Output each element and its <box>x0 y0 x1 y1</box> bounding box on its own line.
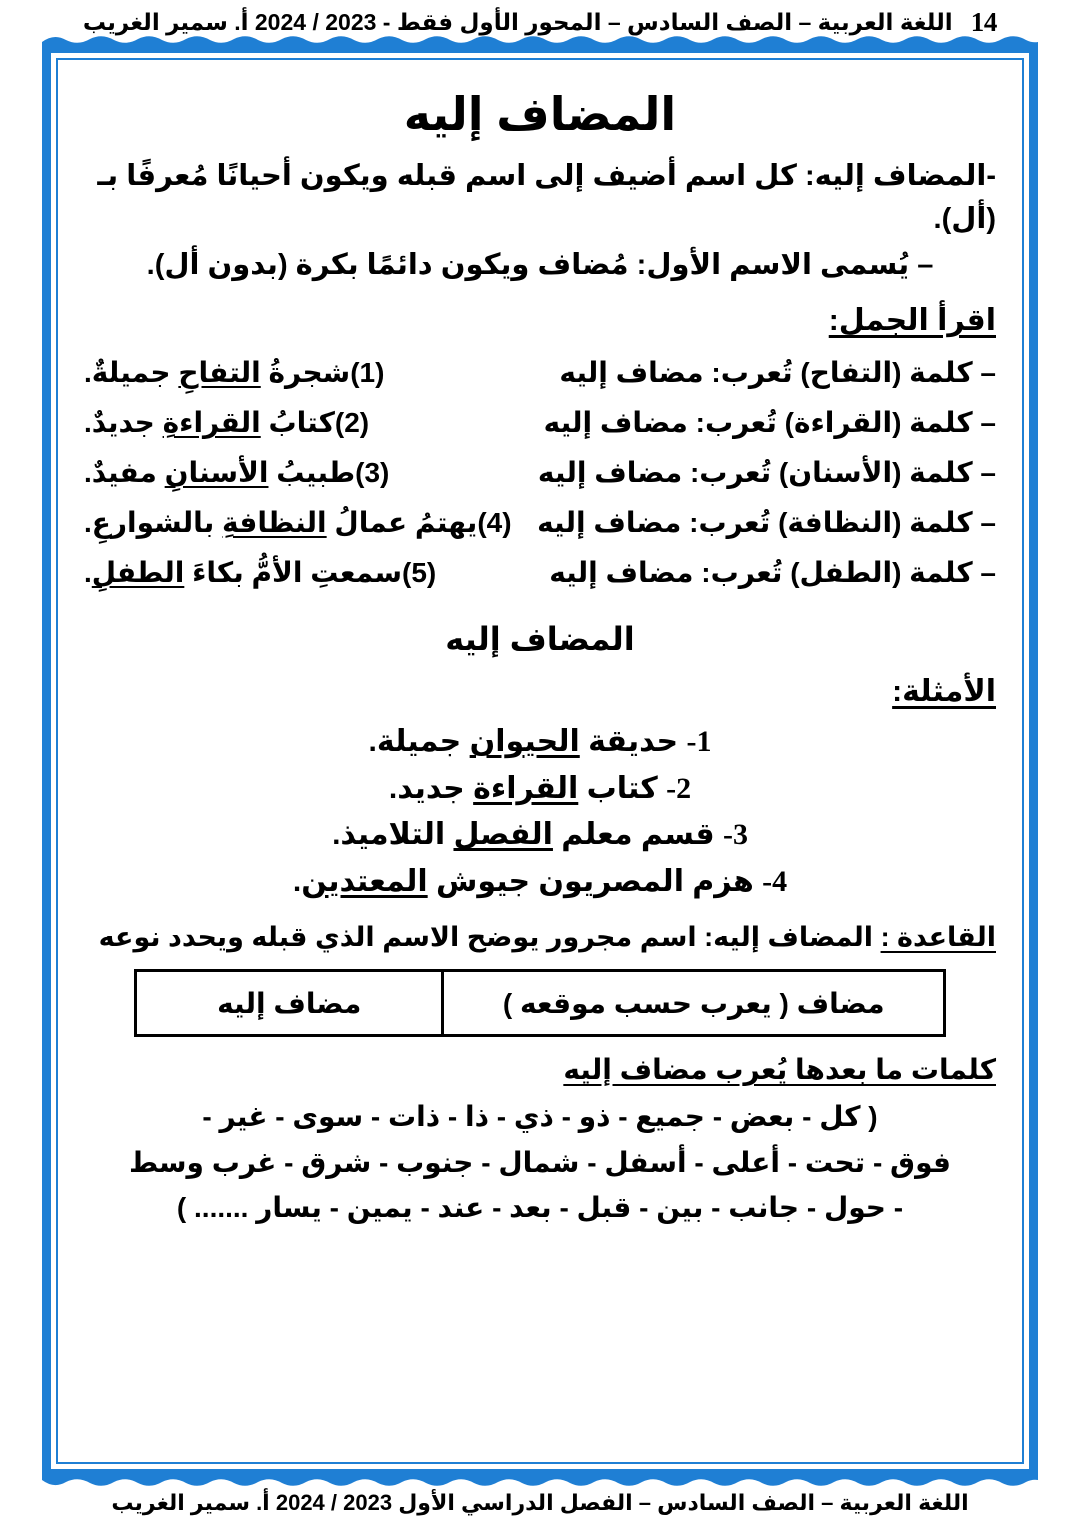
sentence-underlined-word: الطفلِ <box>91 557 185 589</box>
page-title: المضاف إليه <box>403 88 677 140</box>
example-number: 3- <box>722 818 748 852</box>
read-sentences-heading-label: اقرأ الجمل: <box>828 304 996 338</box>
sentence-row <box>84 398 996 448</box>
sentence-parse: – كلمة (الأسنان) تُعرب: مضاف إليه <box>537 457 996 489</box>
sentence-parse: – كلمة (النظافة) تُعرب: مضاف إليه <box>537 507 996 539</box>
wave-border-top-icon <box>42 33 1038 46</box>
sentence-text <box>84 402 369 444</box>
example-after: . <box>292 864 302 898</box>
example-before: هزم المصريون جيوش <box>427 864 763 898</box>
example-number: 4- <box>762 864 788 898</box>
word-list-heading-label: كلمات ما بعدها يُعرب مضاف إليه <box>563 1054 996 1086</box>
table-cell-mudaf: مضاف ( يعرب حسب موقعه ) <box>443 971 945 1036</box>
section-subtitle: المضاف إليه <box>445 621 635 658</box>
sentence-number: (5) <box>402 557 437 589</box>
sentence-text <box>84 352 384 394</box>
table-cell-mudaf-ilayh: مضاف إليه <box>136 971 443 1036</box>
example-after: جديد. <box>388 771 474 805</box>
sentence-row <box>84 548 996 598</box>
word-list-line: فوق - تحت - أعلى - أسفل - شمال - جنوب - شرق - غرب وسط <box>129 1146 951 1178</box>
sentence-number: (3) <box>355 457 390 489</box>
rule-line <box>84 919 996 957</box>
sentence-after: بالشوارعِ. <box>84 507 222 539</box>
examples-heading <box>84 674 996 709</box>
running-footer: اللغة العربية – الصف السادس – الفصل الدراسي الأول 2023 / 2024 أ. سمير الغريب <box>111 1490 969 1515</box>
example-underlined-word: الفصل <box>453 818 553 852</box>
example-before: حديقة <box>579 725 687 759</box>
sentence-number: (4) <box>477 507 512 539</box>
sentence-after: جميلةٌ. <box>84 357 179 389</box>
example-after: التلاميذ. <box>332 818 454 852</box>
example-line <box>84 812 996 859</box>
example-before: قسم معلم <box>552 818 723 852</box>
definition-line-1: -المضاف إليه: كل اسم أضيف إلى اسم قبله ويكون أحيانًا مُعرفًا بـ (أل). <box>97 159 996 236</box>
sentence-after: مفيدٌ. <box>84 457 165 489</box>
sentence-after: . <box>84 557 92 589</box>
page-content <box>58 60 1022 1460</box>
word-list-line: - حول - جانب - بين - قبل - بعد - عند - يمين - يسار ....... ) <box>176 1191 904 1223</box>
sentence-before: يهتمُ عمالُ <box>326 507 478 539</box>
example-line <box>84 766 996 813</box>
sentence-underlined-word: النظافةِ <box>222 507 327 539</box>
sentence-number: (2) <box>334 407 370 439</box>
page-number: 14 <box>970 6 998 37</box>
example-number: 1- <box>686 725 712 759</box>
example-after: جميلة. <box>368 725 470 759</box>
sentence-parse: – كلمة (الطفل) تُعرب: مضاف إليه <box>549 557 996 589</box>
word-list-line: ( كل - بعض - جميع - ذو - ذي - ذا - ذات - سوى - غير - <box>202 1101 878 1133</box>
example-line <box>84 719 996 766</box>
rule-text: المضاف إليه: اسم مجرور يوضح الاسم الذي قبله ويحدد نوعه <box>98 922 881 953</box>
sentences-list <box>84 348 996 598</box>
sentence-underlined-word: التفاحِ <box>178 357 261 389</box>
examples-heading-label: الأمثلة: <box>892 675 996 709</box>
sentence-underlined-word: القراءةِ <box>162 407 261 439</box>
example-underlined-word: المعتدين <box>301 864 428 898</box>
sentence-parse: – كلمة (القراءة) تُعرب: مضاف إليه <box>543 407 996 439</box>
sentence-row <box>84 448 996 498</box>
example-line <box>84 859 996 906</box>
sentence-parse: – كلمة (التفاح) تُعرب: مضاف إليه <box>559 357 996 389</box>
sentence-text <box>84 452 389 494</box>
sentence-text <box>84 552 436 594</box>
grammar-table-wrapper <box>84 969 996 1037</box>
word-list-heading <box>84 1053 996 1086</box>
example-before: كتاب <box>578 771 667 805</box>
example-underlined-word: القراءة <box>473 771 579 805</box>
read-sentences-heading <box>84 303 996 338</box>
example-number: 2- <box>666 771 692 805</box>
header-title: اللغة العربية – الصف السادس – المحور الأول فقط - 2023 / 2024 أ. سمير الغريب <box>82 8 953 35</box>
sentence-underlined-word: الأسنانِ <box>164 457 269 489</box>
examples-list <box>84 719 996 905</box>
sentence-before: كتابُ <box>260 407 335 439</box>
rule-label: القاعدة : <box>880 922 996 953</box>
sentence-after: جديدٌ. <box>84 407 163 439</box>
sentence-before: شجرةُ <box>260 357 351 389</box>
sentence-number: (1) <box>350 357 385 389</box>
sentence-text <box>84 502 512 544</box>
example-underlined-word: الحيوان <box>469 725 580 759</box>
sentence-before: طبيبُ <box>268 457 356 489</box>
sentence-row <box>84 498 996 548</box>
sentence-row <box>84 348 996 398</box>
table-row <box>136 971 945 1036</box>
sentence-before: سمعتِ الأمُّ بكاءَ <box>184 557 402 589</box>
definition-line-2: – يُسمى الاسم الأول: مُضاف ويكون دائمًا بكرة (بدون أل). <box>146 248 934 281</box>
wave-border-bottom-icon <box>42 1476 1038 1489</box>
grammar-table <box>134 969 946 1037</box>
